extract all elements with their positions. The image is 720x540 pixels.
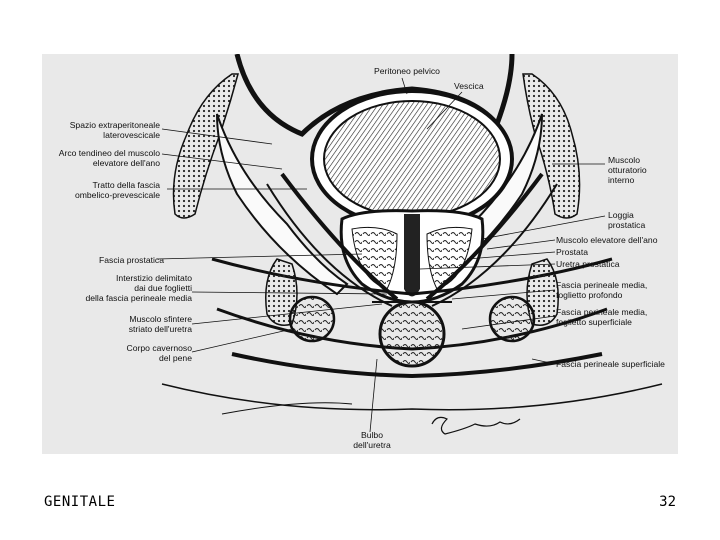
label-bulbo-uretra: Bulbo dell'uretra (353, 430, 391, 450)
footer-section-title: GENITALE (44, 494, 116, 510)
prostatic-urethra (404, 214, 420, 297)
label-peritoneo-pelvico: Peritoneo pelvico (374, 66, 440, 76)
label-fascia-perineale-superficiale: Fascia perineale superficiale (556, 359, 665, 369)
label-loggia-prostatica: Loggia prostatica (608, 210, 646, 230)
label-prostata: Prostata (556, 247, 589, 257)
footer-page-number: 32 (659, 494, 676, 510)
urethral-bulb (380, 302, 444, 366)
skin-contour (162, 384, 662, 410)
label-fascia-perineale-media-superficiale: Fascia perineale media, foglietto superficiale (556, 307, 648, 327)
label-vescica: Vescica (454, 81, 484, 91)
label-fascia-perineale-media-profondo: Fascia perineale media, foglietto profondo (556, 280, 648, 300)
bladder-lumen (324, 101, 500, 217)
label-tratto-fascia: Tratto della fascia ombelico-prevescicale (74, 180, 160, 200)
label-muscolo-otturatorio: Muscolo otturatorio interno (608, 155, 647, 185)
right-corpus-cavernosum (490, 297, 534, 341)
label-fascia-prostatica: Fascia prostatica (99, 255, 164, 265)
label-muscolo-sfintere: Muscolo sfintere striato dell'uretra (128, 314, 192, 334)
label-spazio-extraperitoneale: Spazio extraperitoneale laterovescicale (69, 120, 160, 140)
label-uretra-prostatica: Uretra prostatica (556, 259, 620, 269)
label-arco-tendineo: Arco tendineo del muscolo elevatore dell'ano (58, 148, 160, 168)
label-corpo-cavernoso: Corpo cavernoso del pene (126, 343, 192, 363)
anatomical-illustration (42, 54, 678, 454)
label-elevatore-ano: Muscolo elevatore dell'ano (556, 235, 658, 245)
label-interstizio: Interstizio delimitato dai due foglietti della fascia perineale media (85, 273, 192, 303)
left-corpus-cavernosum (290, 297, 334, 341)
